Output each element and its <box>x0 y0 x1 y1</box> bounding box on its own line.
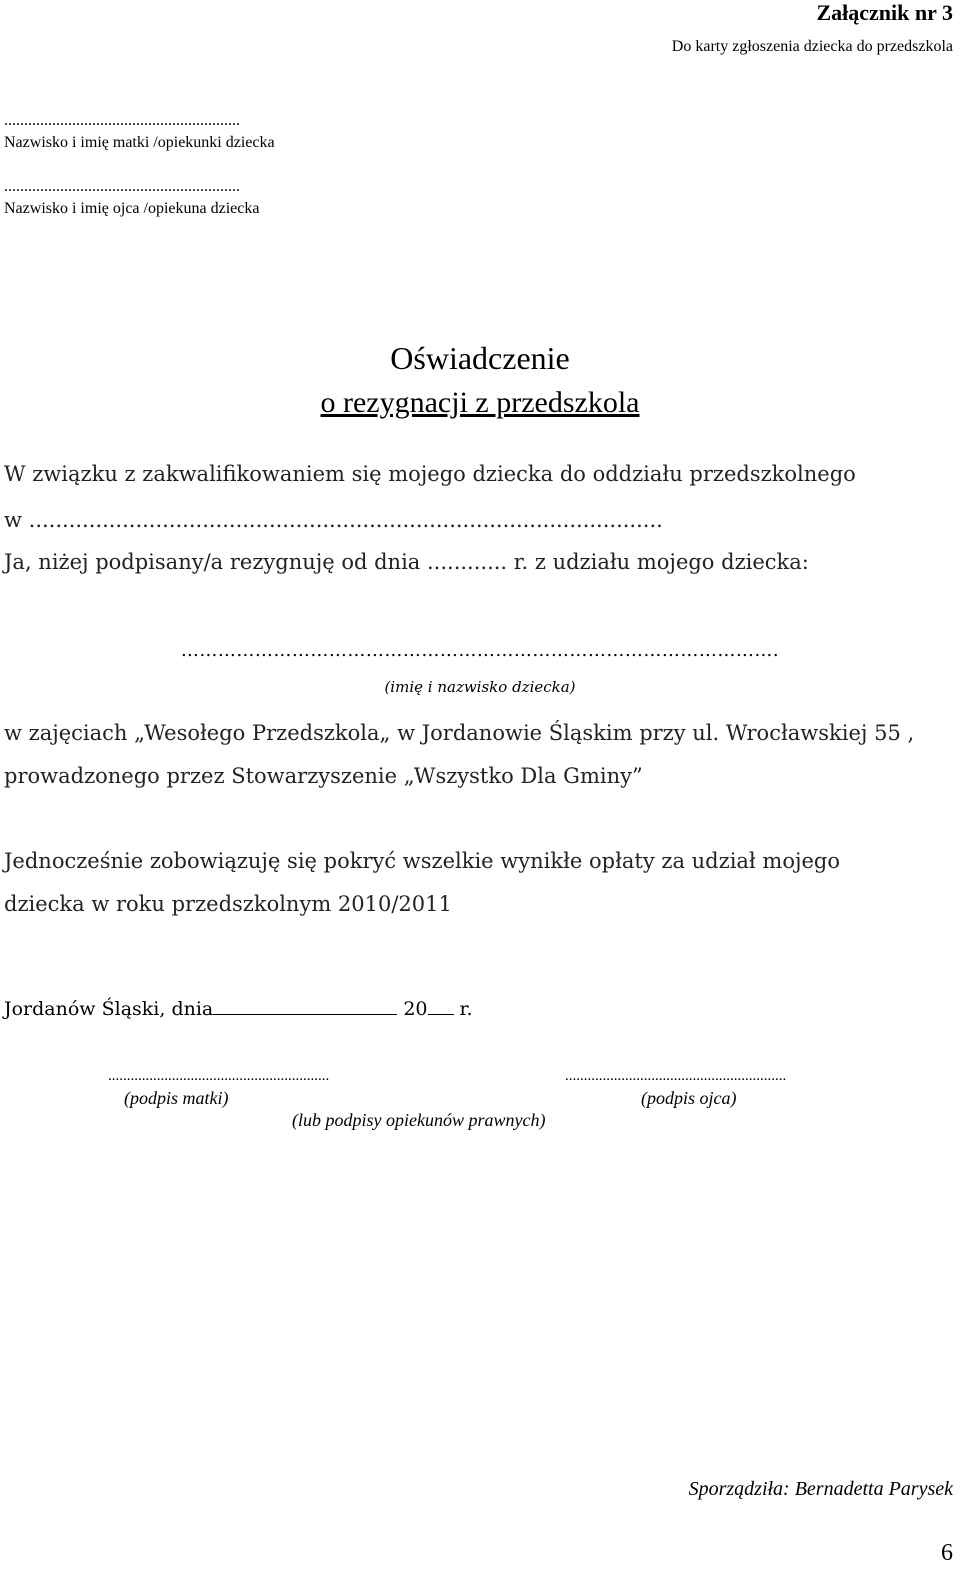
place-date-line <box>4 996 473 1020</box>
city-date-label: Jordanów Śląski, dnia <box>4 998 214 1020</box>
mother-signature-label: (podpis matki) <box>124 1088 229 1108</box>
body-line-6: Jednocześnie zobowiązuję się pokryć wszelkie wynikłe opłaty za udział mojego <box>4 849 840 873</box>
body-line-4: w zajęciach „Wesołego Przedszkola„ w Jordanowie Śląskim przy ul. Wrocławskiej 55 , <box>4 721 915 745</box>
mother-signature-dots: ........................................................... <box>108 1068 330 1084</box>
date-blank[interactable] <box>213 996 397 1015</box>
body-line-7: dziecka w roku przedszkolnym 2010/2011 <box>4 892 452 916</box>
page-number: 6 <box>941 1540 953 1566</box>
guardians-signature-label: (lub podpisy opiekunów prawnych) <box>292 1110 546 1130</box>
attachment-title: Załącznik nr 3 <box>816 0 953 25</box>
child-name-label: (imię i nazwisko dziecka) <box>384 678 576 696</box>
document-title: Oświadczenie <box>390 340 570 376</box>
year-prefix: 20 <box>403 998 428 1020</box>
prepared-by: Sporządziła: Bernadetta Parysek <box>688 1478 953 1500</box>
year-suffix: r. <box>459 998 473 1020</box>
father-name-dots: ........................................................... <box>4 178 240 195</box>
mother-name-dots: ........................................................... <box>4 112 240 129</box>
body-line-3: Ja, niżej podpisany/a rezygnuję od dnia ............ r. z udziału mojego dziecka: <box>4 550 809 574</box>
mother-name-label: Nazwisko i imię matki /opiekunki dziecka <box>4 134 275 151</box>
father-signature-dots: ........................................................... <box>565 1068 787 1084</box>
body-line-1: W związku z zakwalifikowaniem się mojego dziecka do oddziału przedszkolnego <box>4 462 856 486</box>
father-signature-label: (podpis ojca) <box>641 1088 737 1108</box>
document-subtitle: o rezygnacji z przedszkola <box>320 386 640 419</box>
child-name-dots: ……………………………………………………………………………………. <box>180 640 780 661</box>
father-name-label: Nazwisko i imię ojca /opiekuna dziecka <box>4 200 260 217</box>
body-line-2: w ............................................................................................... <box>4 508 663 532</box>
attachment-subtitle: Do karty zgłoszenia dziecka do przedszkola <box>671 38 953 55</box>
body-line-5: prowadzonego przez Stowarzyszenie „Wszystko Dla Gminy” <box>4 764 643 788</box>
year-blank[interactable] <box>428 996 454 1015</box>
